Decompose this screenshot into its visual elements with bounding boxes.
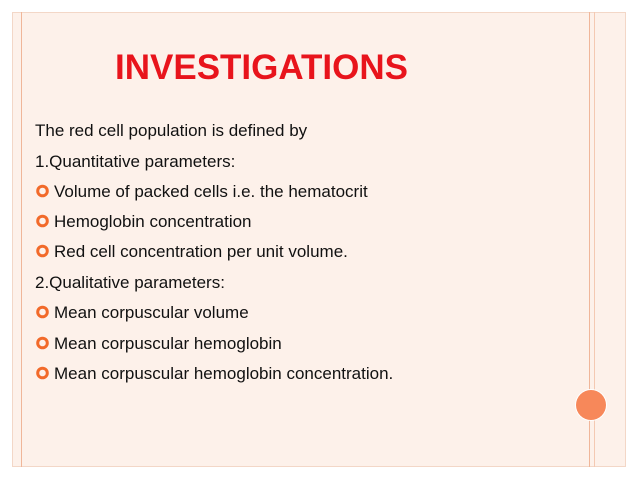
list-item [35,212,252,232]
ring-bullet-icon [35,305,50,319]
ring-bullet-icon [35,244,50,258]
left-border-line [21,12,22,467]
ring-bullet-icon [35,214,50,228]
ring-bullet-icon [35,184,50,198]
list-item-text: Volume of packed cells i.e. the hematocrit [54,182,368,201]
accent-circle [576,390,606,420]
slide-title: INVESTIGATIONS [115,48,408,87]
list-item-text: Hemoglobin concentration [54,212,252,231]
list-item-text: Mean corpuscular hemoglobin [54,334,282,353]
list-item [35,334,282,354]
list-item [35,182,368,202]
section-heading: 2.Qualitative parameters: [35,273,225,292]
section-heading: 1.Quantitative parameters: [35,152,236,171]
ring-bullet-icon [35,366,50,380]
list-item-text: Mean corpuscular volume [54,303,249,322]
ring-bullet-icon [35,336,50,350]
list-item-text: Red cell concentration per unit volume. [54,242,348,261]
intro-text: The red cell population is defined by [35,121,308,140]
list-item-text: Mean corpuscular hemoglobin concentration. [54,364,394,383]
list-item [35,364,393,384]
list-item [35,242,348,262]
list-item [35,303,249,323]
